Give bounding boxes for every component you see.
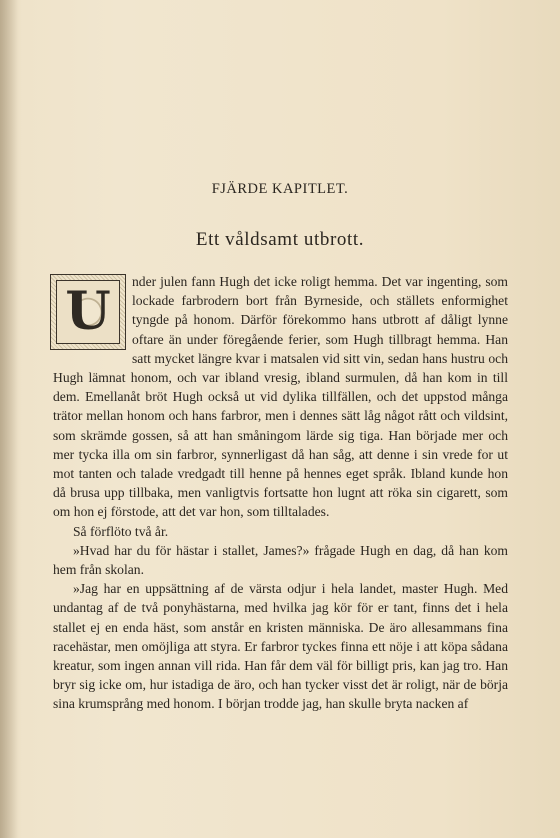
chapter-body: [53, 272, 508, 714]
paragraph-1-text: nder julen fann Hugh det icke roligt hemma. Det var ingenting, som lockade farbrodern bort från Byrneside, och ställets enformighet tyngde på honom. Därför förekommo hans utbrott af dåligt lynne oftare än under föregående ferier, som Hugh tillbragt hemma. Han satt mycket längre kvar i matsalen vid sitt vin, sedan hans hustru och Hugh lämnat honom, och var ibland vresig, ibland surmulen, då han kom in till dem. Emellanåt bröt Hugh också ut vid dylika tillfällen, och det uppstod många trätor mellan honom och hans farbror, men i dennes sätt låg något rått och vildsint, som skrämde gossen, så att han småningom lärde sig tiga. Han började mer och mer tycka illa om sin farbror, synnerligast då han såg, att denne i sin vrede for ut mot tanten och talade vredgadt till henne på hennes eget språk. Ibland kunde hon då brusa upp tillbaka, men vanligtvis fortsatte hon lugnt att röka sin cigarett, som om hon ej förstode, att det var hon, som tilltalades.: [53, 274, 508, 520]
chapter-heading: FJÄRDE KAPITLET.: [211, 181, 349, 197]
chapter-title: Ett våldsamt utbrott.: [195, 229, 365, 250]
paragraph-3: »Hvad har du för hästar i stallet, James?» frågade Hugh en dag, då han kom hem från skolan.: [53, 542, 508, 578]
decorated-initial-icon: [50, 274, 126, 350]
initial-letter: U: [65, 281, 111, 342]
page-gutter-shadow: [0, 0, 18, 838]
paragraph-2: Så förflöto två år.: [73, 523, 169, 539]
initial-frame: [56, 280, 120, 344]
paragraph-1: [53, 272, 508, 522]
paragraph-4: »Jag har en uppsättning af de värsta odjur i hela landet, master Hugh. Med undantag af de två ponyhästarna, med hvilka jag kör för er tant, finns det i hela stallet ej en enda häst, som anstår en kristen människa. De äro allesammans fina racehästar, men omöjliga att styra. Er farbror tyckes finna ett nöje i att köpa sådana kreatur, som ingen annan vill rida. Han får dem väl för billigt pris, kan jag tro. Han bryr sig icke om, hur istadiga de äro, och han tycker visst det är roligt, när de börja sina krumsprång med honom. I början trodde jag, han skulle bryta nacken af: [53, 581, 508, 712]
